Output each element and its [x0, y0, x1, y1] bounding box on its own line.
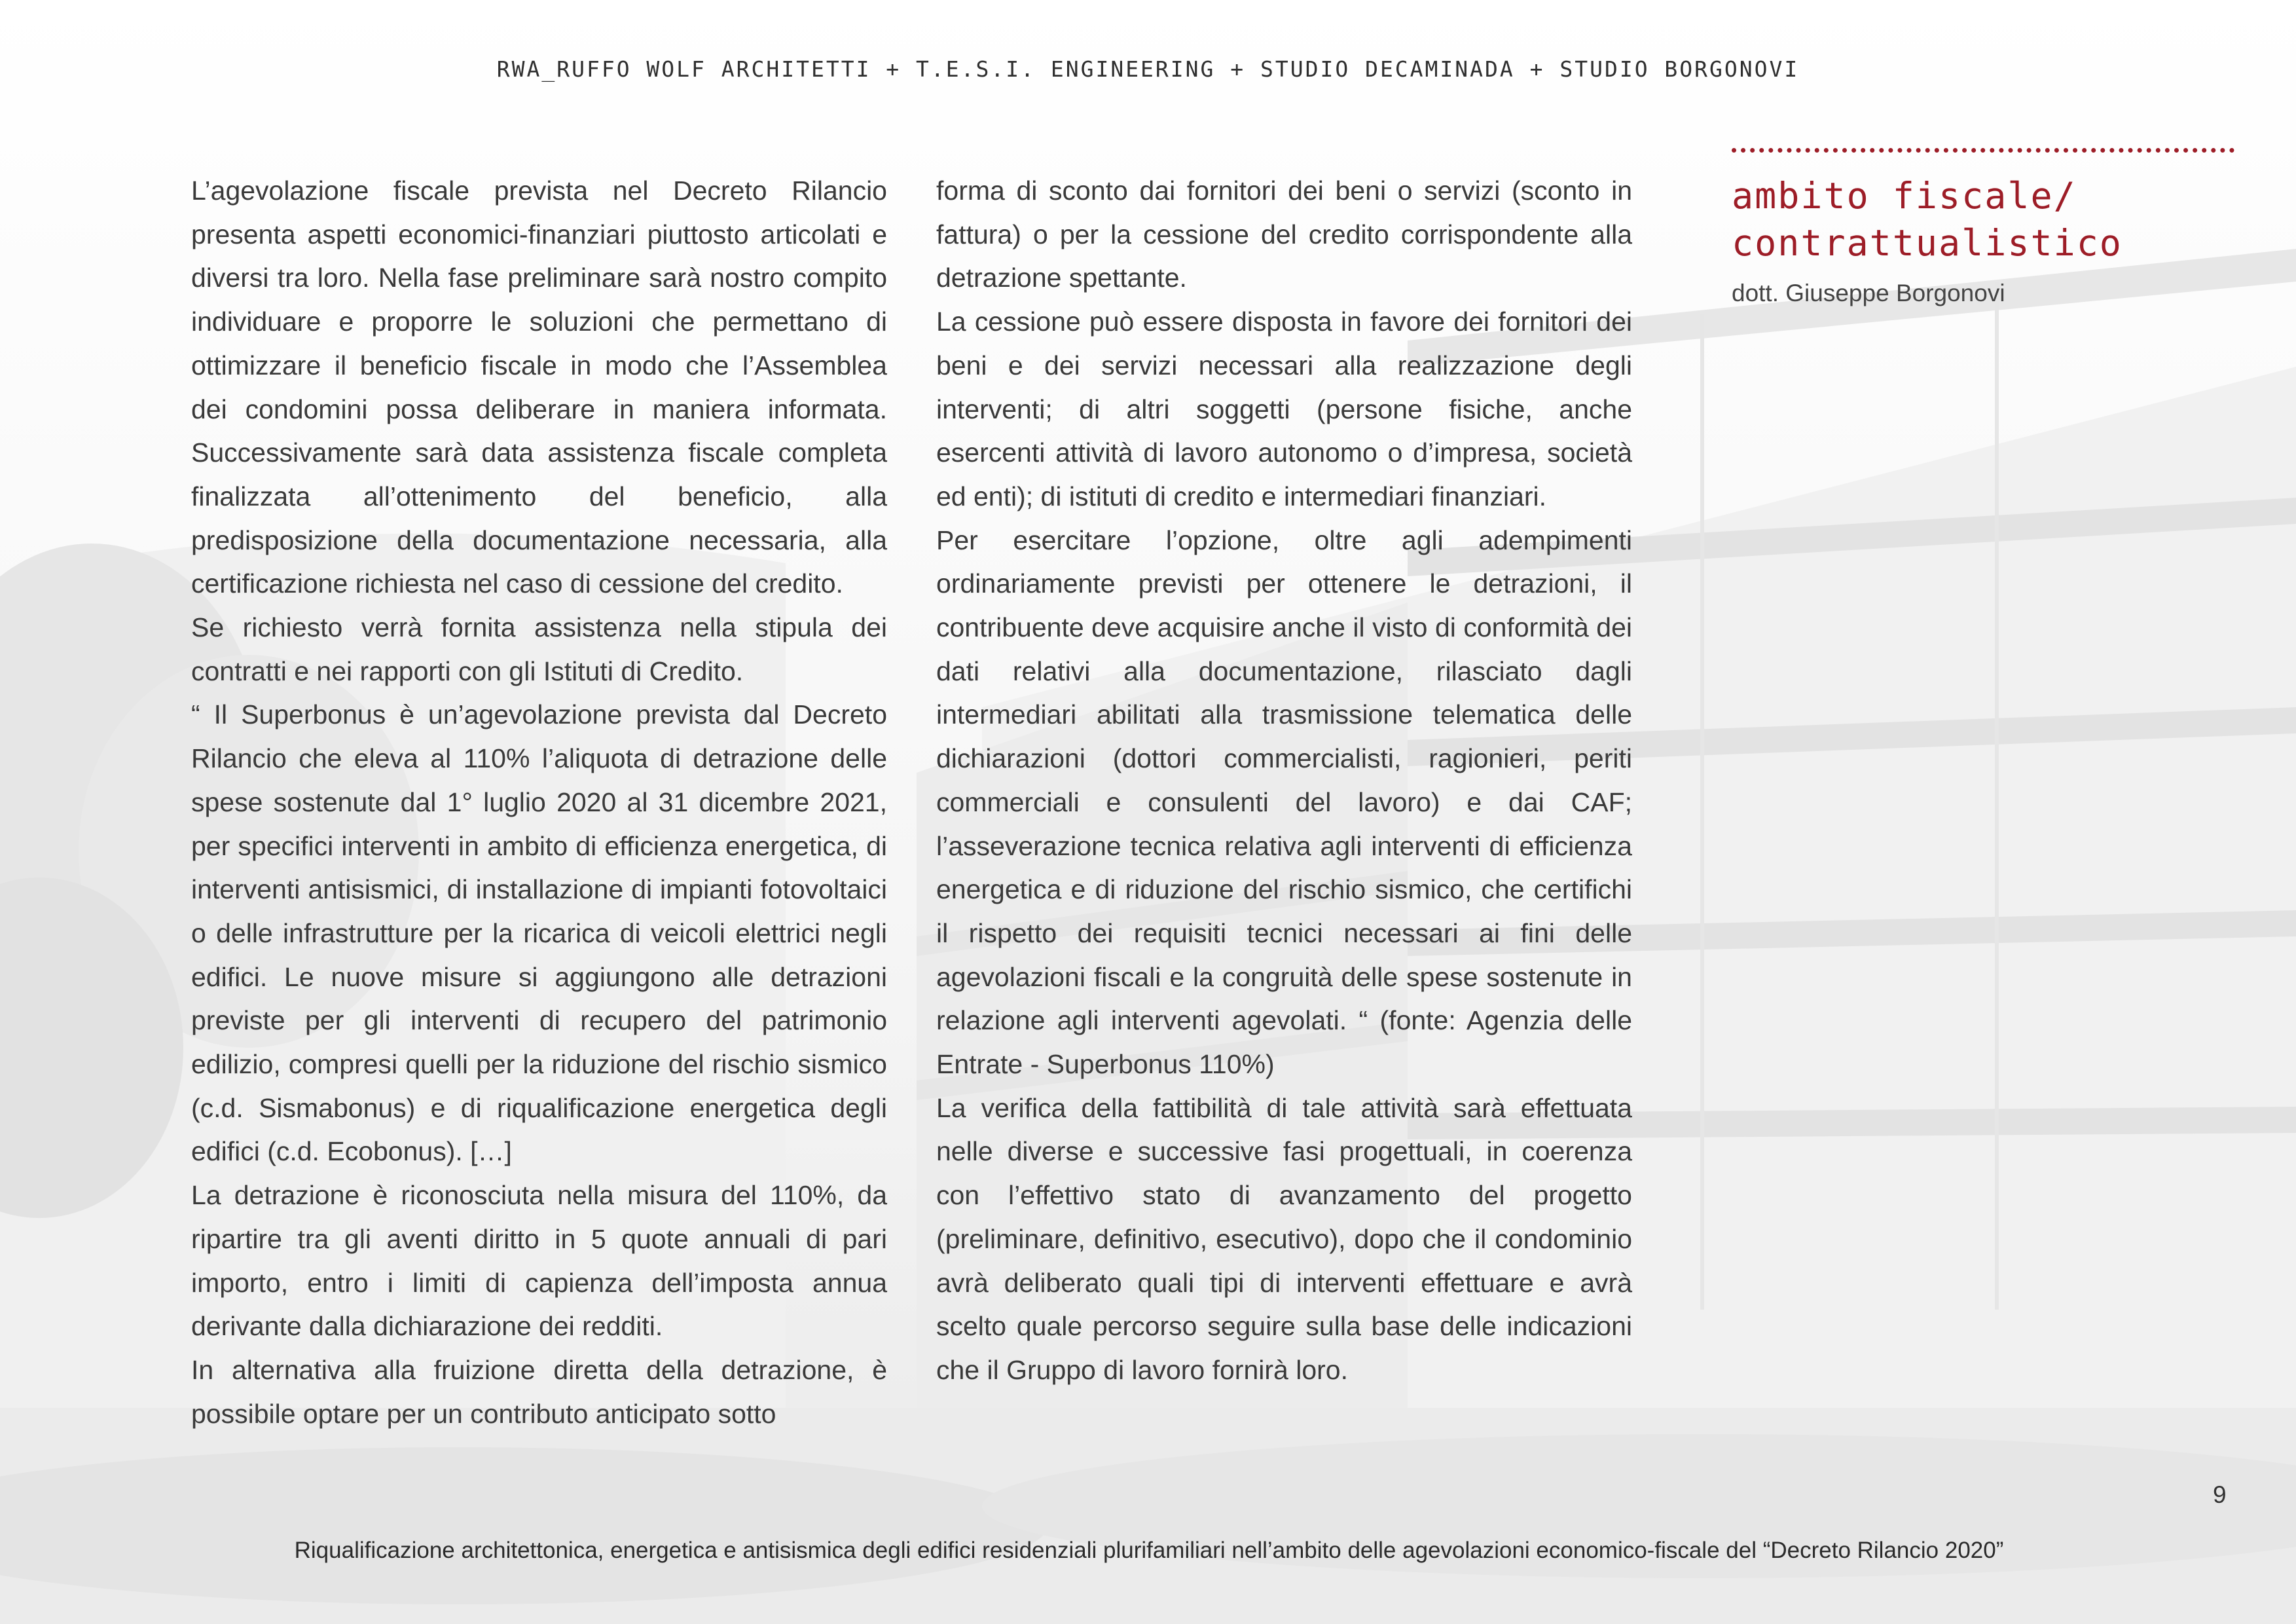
text-column-right	[936, 169, 1632, 1392]
section-sidebar	[1732, 148, 2236, 307]
paragraph: forma di sconto dai fornitori dei beni o servizi (sconto in fattura) o per la cessione del credito corrispondente alla detrazione spettante.	[936, 175, 1632, 293]
section-title-line: contrattualistico	[1732, 222, 2123, 264]
page-footer: Riqualificazione architettonica, energetica e antisismica degli edifici residenziali plurifamiliari nell’ambito delle agevolazioni economico-fiscale del “Decreto Rilancio 2020”	[294, 1538, 2004, 1563]
section-title	[1732, 172, 2236, 267]
text-column-left	[191, 169, 887, 1435]
paragraph: L’agevolazione fiscale prevista nel Decreto Rilancio presenta aspetti economici-finanziari piuttosto articolati e diversi tra loro. Nella fase preliminare sarà nostro compito individuare e proporre le soluzioni che permettano di ottimizzare il beneficio fiscale in modo che l’Assemblea dei condomini possa deliberare in maniera informata. Successivamente sarà data assistenza fiscale completa finalizzata all’ottenimento del beneficio, alla predisposizione della documentazione necessaria, alla certificazione richiesta nel caso di cessione del credito.	[191, 175, 887, 599]
page-number: 9	[2213, 1481, 2227, 1508]
paragraph: “ Il Superbonus è un’agevolazione prevista dal Decreto Rilancio che eleva al 110% l’aliquota di detrazione delle spese sostenute dal 1° luglio 2020 al 31 dicembre 2021, per specifici interventi in ambito di efficienza energetica, di interventi antisismici, di installazione di impianti fotovoltaici o delle infrastrutture per la ricarica di veicoli elettrici negli edifici. Le nuove misure si aggiungono alle detrazioni previste per gli interventi di recupero del patrimonio edilizio, compresi quelli per la riduzione del rischio sismico (c.d. Sismabonus) e di riqualificazione energetica degli edifici (c.d. Ecobonus). […]	[191, 699, 887, 1167]
paragraph: La cessione può essere disposta in favore dei fornitori dei beni e dei servizi necessari alla realizzazione degli interventi; di altri soggetti (persone fisiche, anche esercenti attività di lavoro autonomo o d’impresa, società ed enti); di istituti di credito e intermediari finanziari.	[936, 306, 1632, 511]
paragraph: Se richiesto verrà fornita assistenza nella stipula dei contratti e nei rapporti con gli Istituti di Credito.	[191, 612, 887, 686]
paragraph: La detrazione è riconosciuta nella misura del 110%, da ripartire tra gli aventi diritto in 5 quote annuali di pari importo, entro i limiti di capienza dell’imposta annua derivante dalla dichiarazione dei redditi.	[191, 1180, 887, 1342]
paragraph: La verifica della fattibilità di tale attività sarà effettuata nelle diverse e successive fasi progettuali, in coerenza con l’effettivo stato di avanzamento del progetto (preliminare, definitivo, esecutivo), dopo che il condominio avrà deliberato quali tipi di interventi effettuare e avrà scelto quale percorso seguire sulla base delle indicazioni che il Gruppo di lavoro fornirà loro.	[936, 1092, 1632, 1385]
author-name: dott. Giuseppe Borgonovi	[1732, 280, 2005, 306]
paragraph: In alternativa alla fruizione diretta della detrazione, è possibile optare per un contributo anticipato sotto	[191, 1354, 887, 1429]
page-header: RWA_RUFFO WOLF ARCHITETTI + T.E.S.I. ENGINEERING + STUDIO DECAMINADA + STUDIO BORGONOVI	[496, 56, 1800, 82]
section-title-line: ambito fiscale/	[1732, 175, 2077, 217]
paragraph: Per esercitare l’opzione, oltre agli adempimenti ordinariamente previsti per ottenere le detrazioni, il contribuente deve acquisire anche il visto di conformità dei dati relativi alla documentazione, rilasciato dagli intermediari abilitati alla trasmissione telematica delle dichiarazioni (dottori commercialisti, ragionieri, periti commerciali e consulenti del lavoro) e dai CAF; l’asseverazione tecnica relativa agli interventi di efficienza energetica e di riduzione del rischio sismico, che certifichi il rispetto dei requisiti tecnici necessari ai fini delle agevolazioni fiscali e la congruità delle spese sostenute in relazione agli interventi agevolati. “ (fonte: Agenzia delle Entrate - Superbonus 110%)	[936, 525, 1632, 1080]
dotted-divider	[1732, 148, 2234, 153]
